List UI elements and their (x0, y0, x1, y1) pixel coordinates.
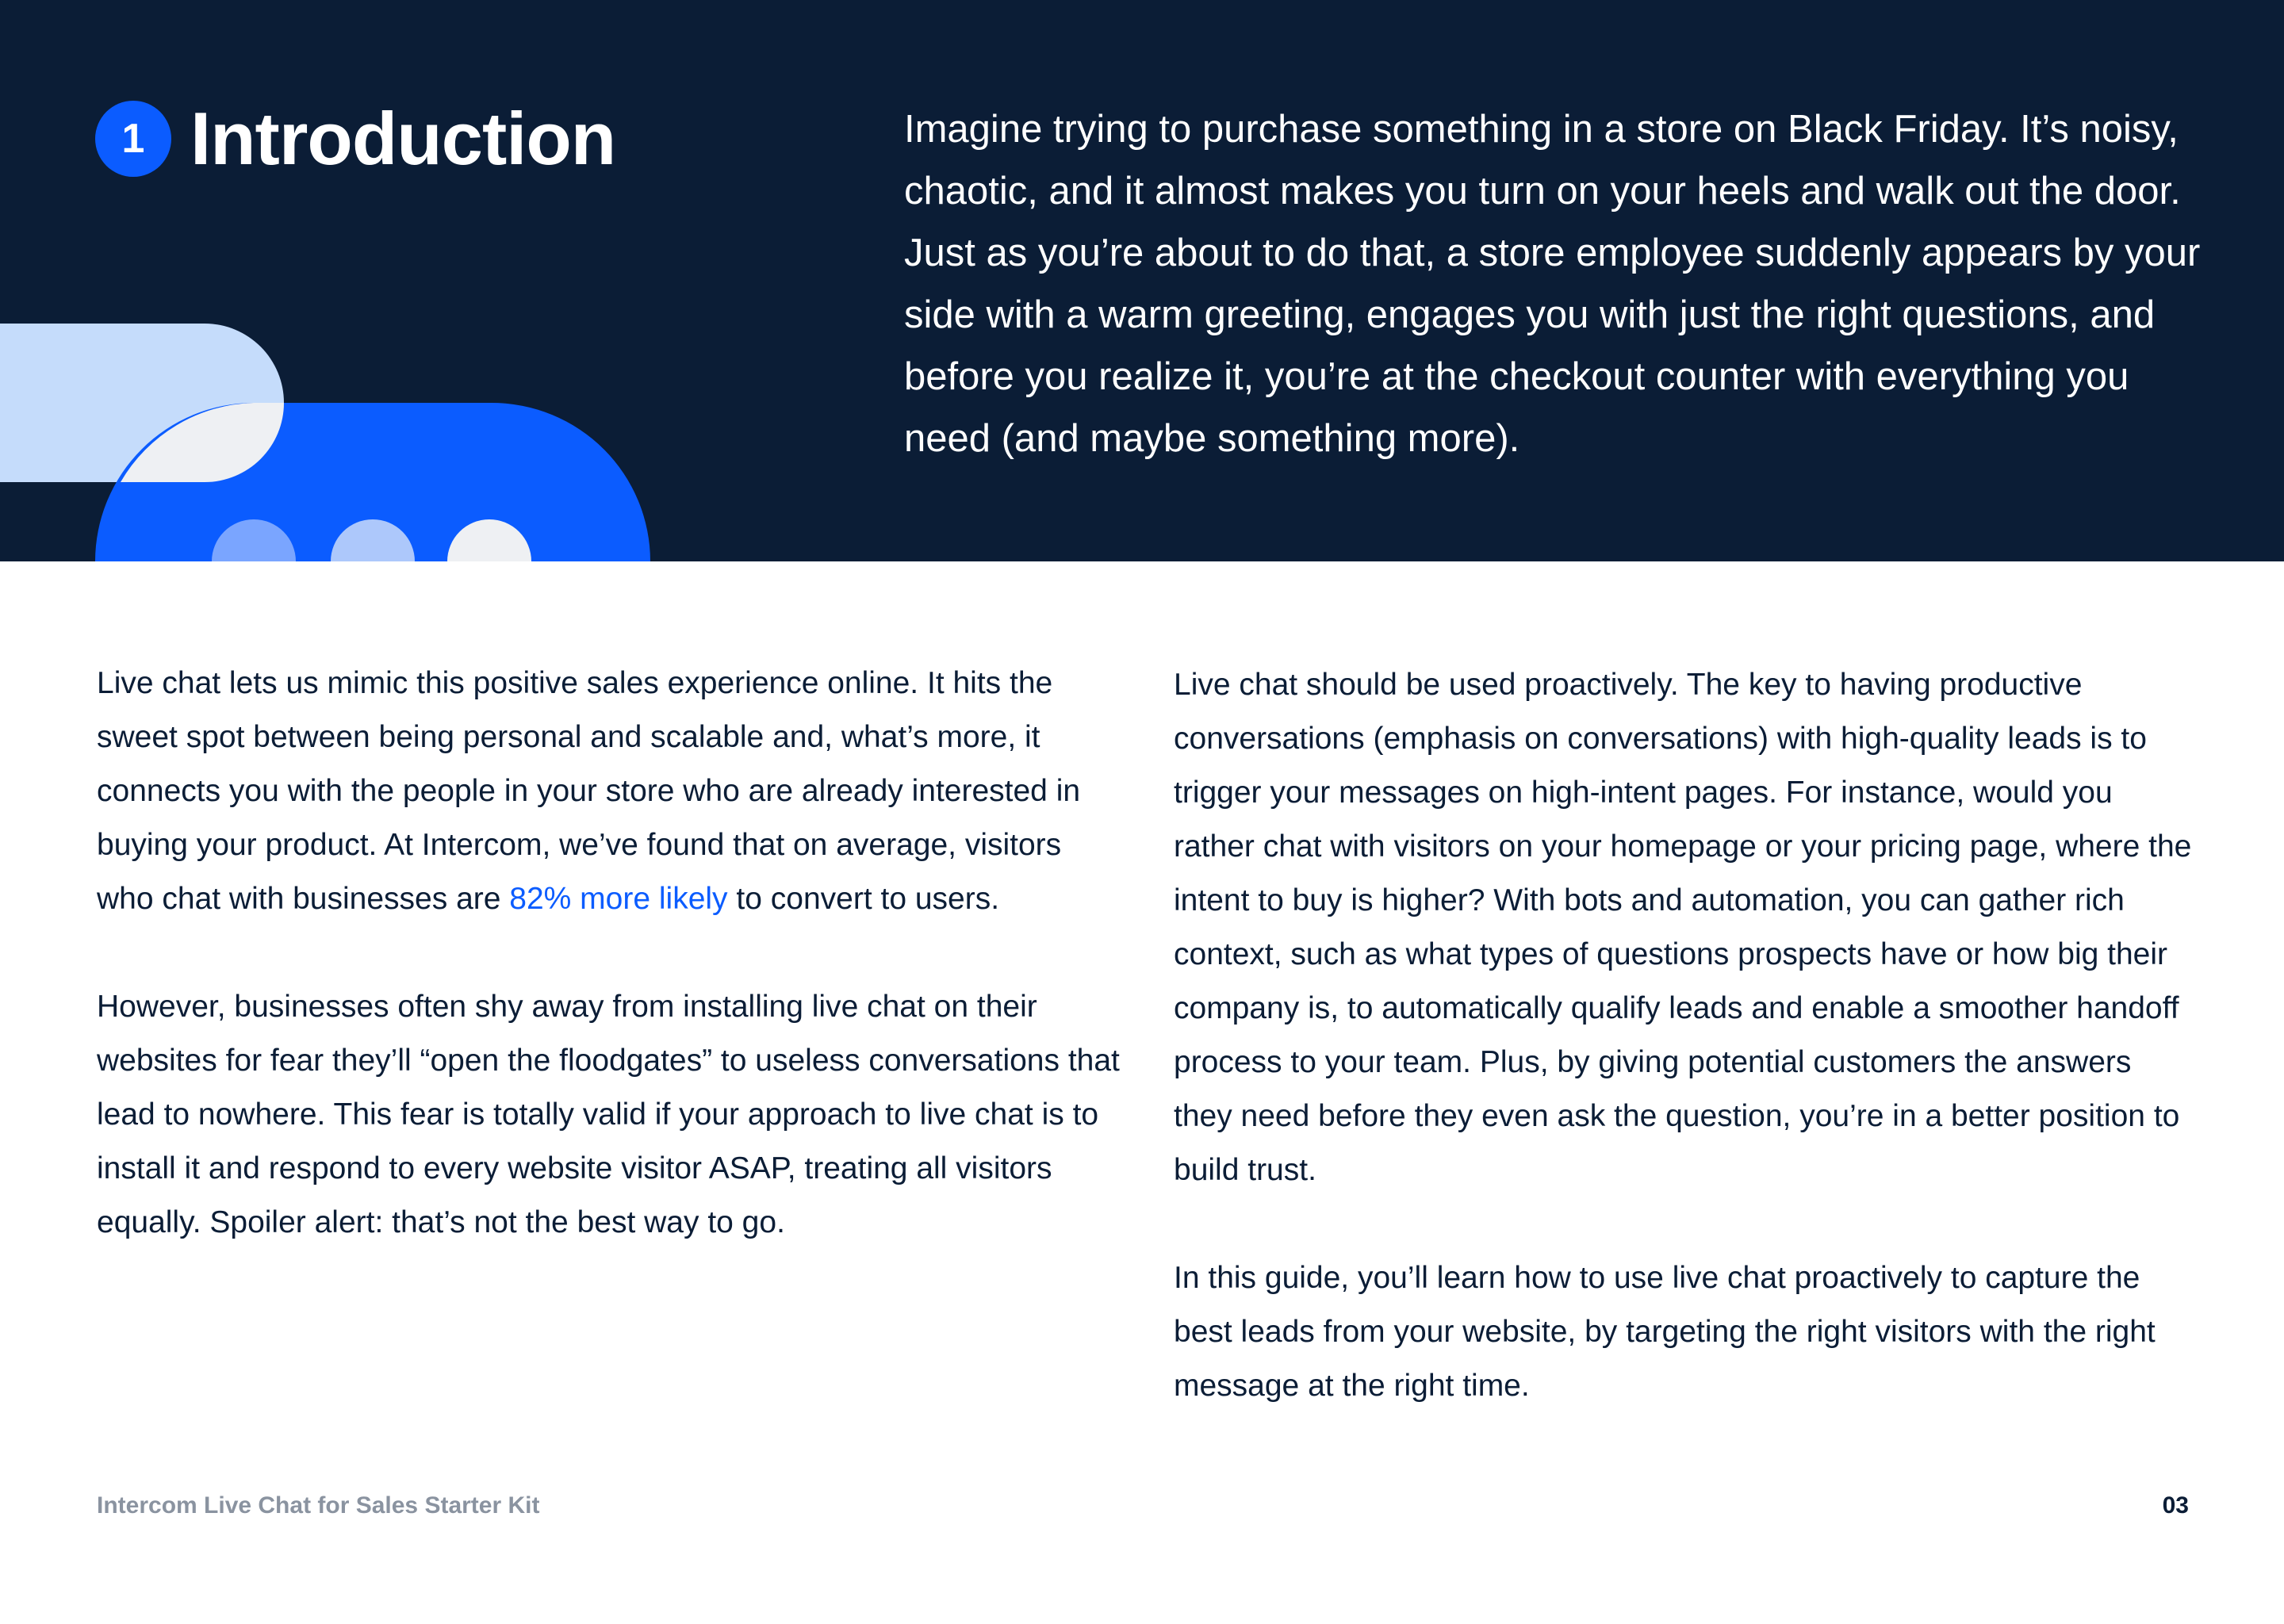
hero-banner (0, 0, 2284, 561)
left-paragraph-2: However, businesses often shy away from installing live chat on their websites for fear they’ll “open the floodgates” to useless conversations that lead to nowhere. This fear is totally valid if your approach to live chat is to install it and respond to every website visitor ASAP, treating all visitors equally. Spoiler alert: that’s not the best way to go. (97, 990, 1120, 1239)
footer-doc-title: Intercom Live Chat for Sales Starter Kit (97, 1492, 540, 1519)
right-column (1174, 658, 2197, 1467)
section-number-badge: 1 (95, 101, 171, 177)
intro-paragraph: Imagine trying to purchase something in a store on Black Friday. It’s noisy, chaotic, and it almost makes you turn on your heels and walk out the door. Just as you’re about to do that, a store employee suddenly appears by your side with a warm greeting, engages you with just the right questions, and before you realize it, you’re at the checkout counter with everything you need (and maybe something more). (904, 108, 2201, 460)
right-paragraph-2: In this guide, you’ll learn how to use live chat proactively to capture the best leads from your website, by targeting the right visitors with the right message at the right time. (1174, 1261, 2156, 1403)
left-p1-text-end: to convert to users. (727, 882, 1000, 916)
left-column (97, 657, 1120, 1304)
section-heading (95, 95, 615, 182)
page-title: Introduction (190, 97, 616, 180)
footer-page-number: 03 (2162, 1492, 2189, 1519)
right-paragraph-1: Live chat should be used proactively. The key to having productive conversations (emphasis on conversations) with high-quality leads is to trigger your messages on high-intent pages. For instance, would you rather chat with visitors on your homepage or your pricing page, where the intent to buy is higher? With bots and automation, you can gather rich context, such as what types of questions prospects have or how big their company is, to automatically qualify leads and enable a smoother handoff process to your team. Plus, by giving potential customers the answers they need before they even ask the question, you’re in a better position to build trust. (1174, 668, 2192, 1187)
left-p1-text: Live chat lets us mimic this positive sales experience online. It hits the sweet spot between being personal and scalable and, what’s more, it connects you with the people in your store who are already interested in buying your product. At Intercom, we’ve found that on average, visitors who chat with businesses are (97, 666, 1081, 916)
stat-link[interactable]: 82% more likely (509, 882, 728, 916)
left-paragraph-1 (97, 657, 1120, 926)
